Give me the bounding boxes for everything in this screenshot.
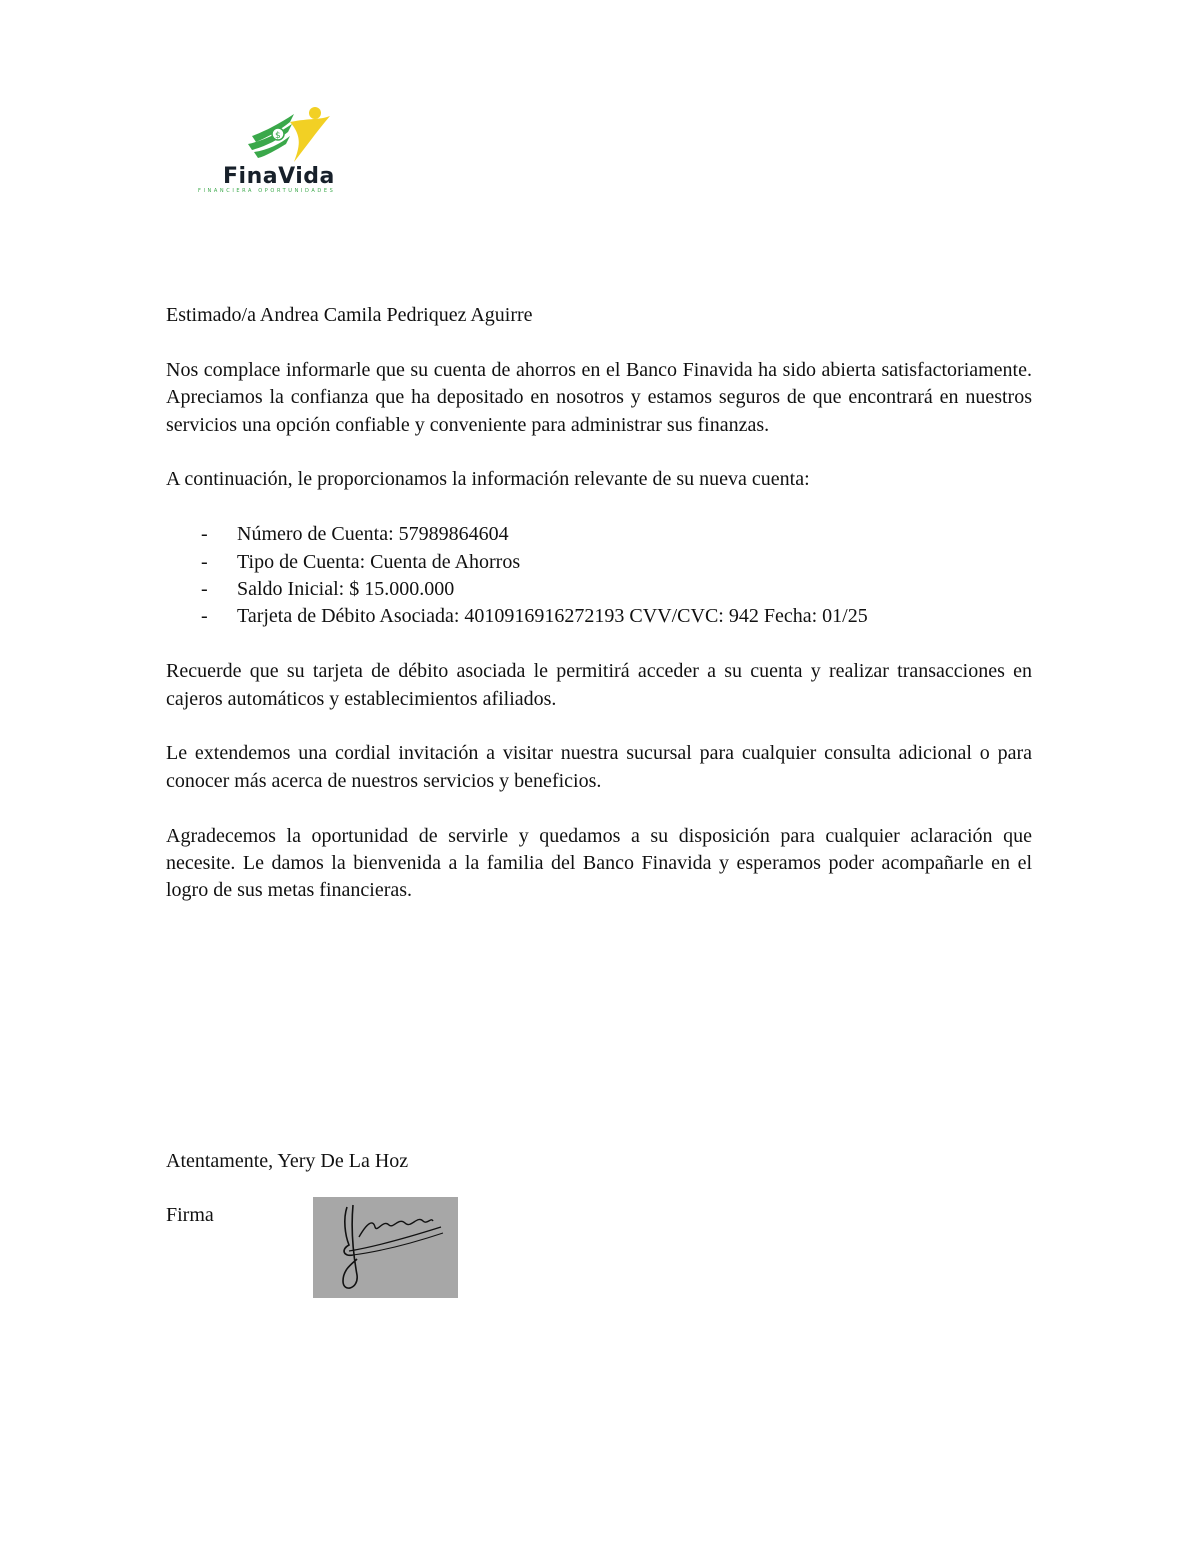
paragraph-debit-card: Recuerde que su tarjeta de débito asociada le permitirá acceder a su cuenta y realizar transacciones en cajeros automáticos y establecimientos afiliados. [166, 660, 1032, 710]
bullet-dash: - [201, 550, 208, 573]
details-intro: A continuación, le proporcionamos la información relevante de su nueva cuenta: [166, 468, 810, 491]
closing-line: Atentamente, Yery De La Hoz [166, 1150, 409, 1172]
handwritten-signature-icon [313, 1197, 458, 1298]
finavida-logo [190, 100, 380, 200]
list-item [166, 549, 1032, 576]
logo-wordmark: FinaVida [223, 164, 335, 189]
list-item [166, 603, 1032, 630]
list-item [166, 576, 1032, 603]
list-item [166, 521, 1032, 548]
letter-body [166, 302, 1032, 932]
detail-debit-card: Tarjeta de Débito Asociada: 4010916916272193 CVV/CVC: 942 Fecha: 01/25 [237, 605, 868, 628]
signature-label: Firma [166, 1204, 214, 1226]
paragraph-account-opened: Nos complace informarle que su cuenta de ahorros en el Banco Finavida ha sido abierta satisfactoriamente. Apreciamos la confianza que ha depositado en nosotros y estamos seguros de que encontrará en nuestros servicios una opción confiable y conveniente para administrar sus finanzas. [166, 358, 1032, 436]
paragraph-thanks: Agradecemos la oportunidad de servirle y quedamos a su disposición para cualquier aclaración que necesite. Le damos la bienvenida a la familia del Banco Finavida y esperamos poder acompañarle en el logro de sus metas financieras. [166, 824, 1032, 902]
logo-emblem-icon [190, 100, 380, 170]
logo-tagline: FINANCIERA OPORTUNIDADES [198, 188, 336, 194]
greeting: Estimado/a Andrea Camila Pedriquez Aguirre [166, 304, 533, 326]
account-details-list [166, 521, 1032, 631]
detail-account-number: Número de Cuenta: 57989864604 [237, 523, 509, 546]
signature-image [313, 1197, 458, 1298]
paragraph-invitation: Le extendemos una cordial invitación a visitar nuestra sucursal para cualquier consulta adicional o para conocer más acerca de nuestros servicios y beneficios. [166, 742, 1032, 792]
bullet-dash: - [201, 605, 208, 628]
bullet-dash: - [201, 523, 208, 546]
svg-text:$: $ [275, 131, 281, 141]
detail-account-type: Tipo de Cuenta: Cuenta de Ahorros [237, 550, 521, 573]
detail-initial-balance: Saldo Inicial: $ 15.000.000 [237, 578, 455, 601]
bullet-dash: - [201, 578, 208, 601]
